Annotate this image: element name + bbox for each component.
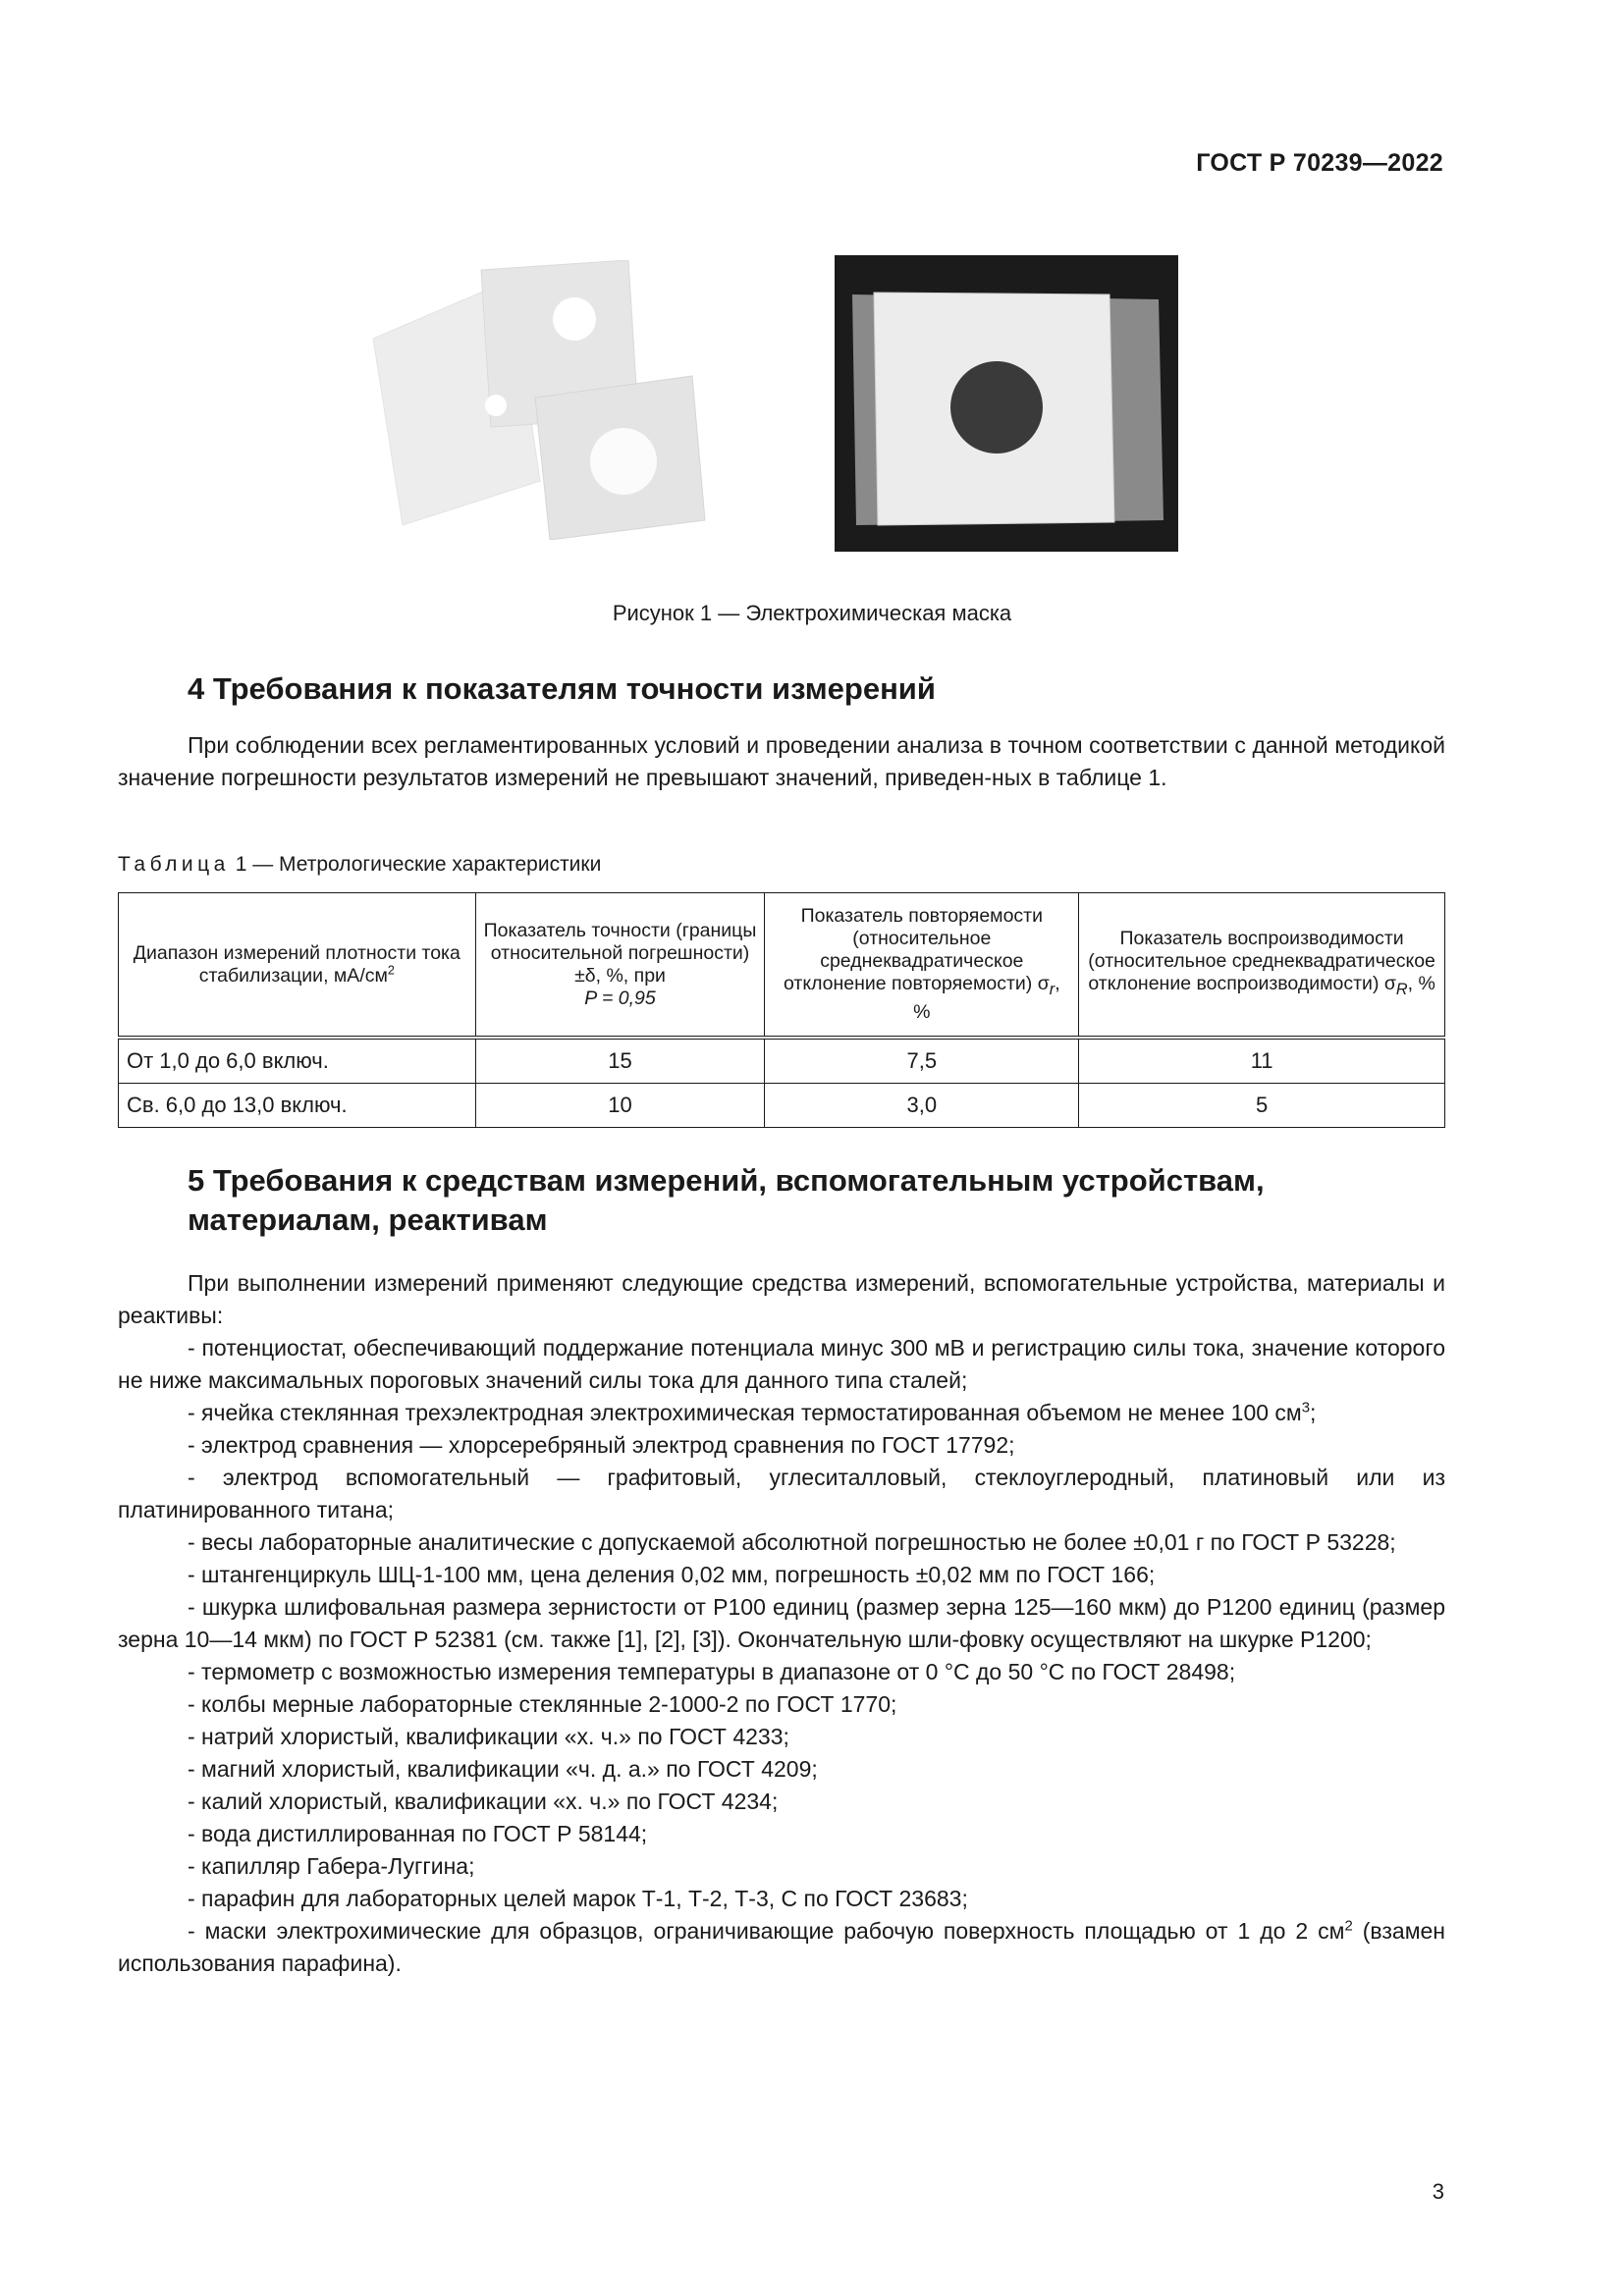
mask-photo-right bbox=[835, 255, 1178, 552]
mask-sheet-small-hole bbox=[485, 395, 507, 416]
equipment-list bbox=[118, 1332, 1445, 1980]
document-code: ГОСТ Р 70239—2022 bbox=[1196, 149, 1443, 177]
list-item: - термометр с возможностью измерения температуры в диапазоне от 0 °С до 50 °С по ГОСТ 28498; bbox=[188, 1659, 1236, 1684]
table-title bbox=[118, 853, 601, 877]
mask-sheet-front bbox=[535, 376, 705, 540]
list-item: - потенциостат, обеспечивающий поддержание потенциала минус 300 мВ и регистрацию силы тока, значение которого не ниже максимальных пороговых значений силы тока для данного типа сталей; bbox=[118, 1335, 1445, 1393]
header-repeatability: Показатель повторяемости (относительное среднеквадратическое отклонение повторяемости) $\sigma_r$, % bbox=[765, 893, 1079, 1039]
table-row bbox=[119, 1084, 1445, 1128]
cell-repeatability: 3,0 bbox=[765, 1084, 1079, 1128]
section-4-paragraph bbox=[118, 729, 1445, 794]
page-number: 3 bbox=[1432, 2179, 1444, 2204]
list-item: - вода дистиллированная по ГОСТ Р 58144; bbox=[188, 1821, 648, 1846]
list-item: - штангенциркуль ШЦ-1-100 мм, цена деления 0,02 мм, погрешность ±0,02 мм по ГОСТ 166; bbox=[188, 1562, 1156, 1587]
cell-repeatability: 7,5 bbox=[765, 1038, 1079, 1084]
table-header-row bbox=[119, 893, 1445, 1039]
table-label: Таблица bbox=[118, 853, 230, 876]
table-row bbox=[119, 1038, 1445, 1084]
list-item: - ячейка стеклянная трехэлектродная электрохимическая термостатированная объемом не менее 100 $см^3$; bbox=[188, 1399, 1317, 1425]
cell-reproducibility: 11 bbox=[1079, 1038, 1445, 1084]
list-item: - магний хлористый, квалификации «ч. д. а.» по ГОСТ 4209; bbox=[188, 1756, 818, 1782]
header-reproducibility: Показатель воспроизводимости (относительное среднеквадратическое отклонение воспроизводимости) $\sigma_R$, % bbox=[1079, 893, 1445, 1039]
cell-reproducibility: 5 bbox=[1079, 1084, 1445, 1128]
cell-accuracy: 10 bbox=[475, 1084, 765, 1128]
list-item: - электрод сравнения — хлорсеребряный электрод сравнения по ГОСТ 17792; bbox=[188, 1432, 1015, 1458]
list-item: - парафин для лабораторных целей марок Т-1, Т-2, Т-3, С по ГОСТ 23683; bbox=[188, 1886, 968, 1911]
list-item: - капилляр Габера-Луггина; bbox=[188, 1853, 475, 1879]
mask-photo-left bbox=[373, 260, 746, 540]
header-accuracy: Показатель точности (границы относительной погрешности) ±δ, %, при P = 0,95 bbox=[475, 893, 765, 1039]
header-range: Диапазон измерений плотности тока стабилизации, $мА/см^2$ bbox=[119, 893, 476, 1039]
list-item: - маски электрохимические для образцов, ограничивающие рабочую поверхность площадью от 1 до 2 $см^2$ (взамен использования парафина). bbox=[118, 1917, 1446, 1976]
figure-caption: Рисунок 1 — Электрохимическая маска bbox=[612, 601, 1012, 625]
section-5-body bbox=[118, 1267, 1445, 1980]
exposed-surface bbox=[950, 361, 1043, 454]
section-5-title: 5 Требования к средствам измерений, вспомогательным устройствам, материалам, реактивам bbox=[188, 1163, 1265, 1237]
cell-range: От 1,0 до 6,0 включ. bbox=[119, 1038, 476, 1084]
section-5-intro: При выполнении измерений применяют следующие средства измерений, вспомогательные устройства, материалы и реактивы: bbox=[118, 1270, 1445, 1328]
cell-range: Св. 6,0 до 13,0 включ. bbox=[119, 1084, 476, 1128]
list-item: - колбы мерные лабораторные стеклянные 2-1000-2 по ГОСТ 1770; bbox=[188, 1691, 897, 1717]
metrology-table bbox=[118, 892, 1445, 1128]
list-item: - калий хлористый, квалификации «х. ч.» по ГОСТ 4234; bbox=[188, 1789, 779, 1814]
list-item: - натрий хлористый, квалификации «х. ч.» по ГОСТ 4233; bbox=[188, 1724, 789, 1749]
table-title-text: 1 — Метрологические характеристики bbox=[235, 853, 602, 876]
list-item: - весы лабораторные аналитические с допускаемой абсолютной погрешностью не более ±0,01 г по ГОСТ Р 53228; bbox=[188, 1529, 1396, 1555]
cell-accuracy: 15 bbox=[475, 1038, 765, 1084]
list-item: - шкурка шлифовальная размера зернистости от Р100 единиц (размер зерна 125—160 мкм) до Р1200 единиц (размер зерна 10—14 мкм) по ГОСТ Р 52381 (см. также [1], [2], [3]). Окончательную шли-фовку осуществляют на шкурке Р1200; bbox=[118, 1594, 1445, 1652]
list-item: - электрод вспомогательный — графитовый, углеситалловый, стеклоуглеродный, платиновый или из платинированного титана; bbox=[118, 1465, 1445, 1522]
section-4-title: 4 Требования к показателям точности измерений bbox=[188, 671, 936, 706]
section-4-text: При соблюдении всех регламентированных условий и проведении анализа в точном соответствии с данной методикой значение погрешности результатов измерений не превышают значений, приведен-ных в таблице 1. bbox=[118, 732, 1445, 790]
